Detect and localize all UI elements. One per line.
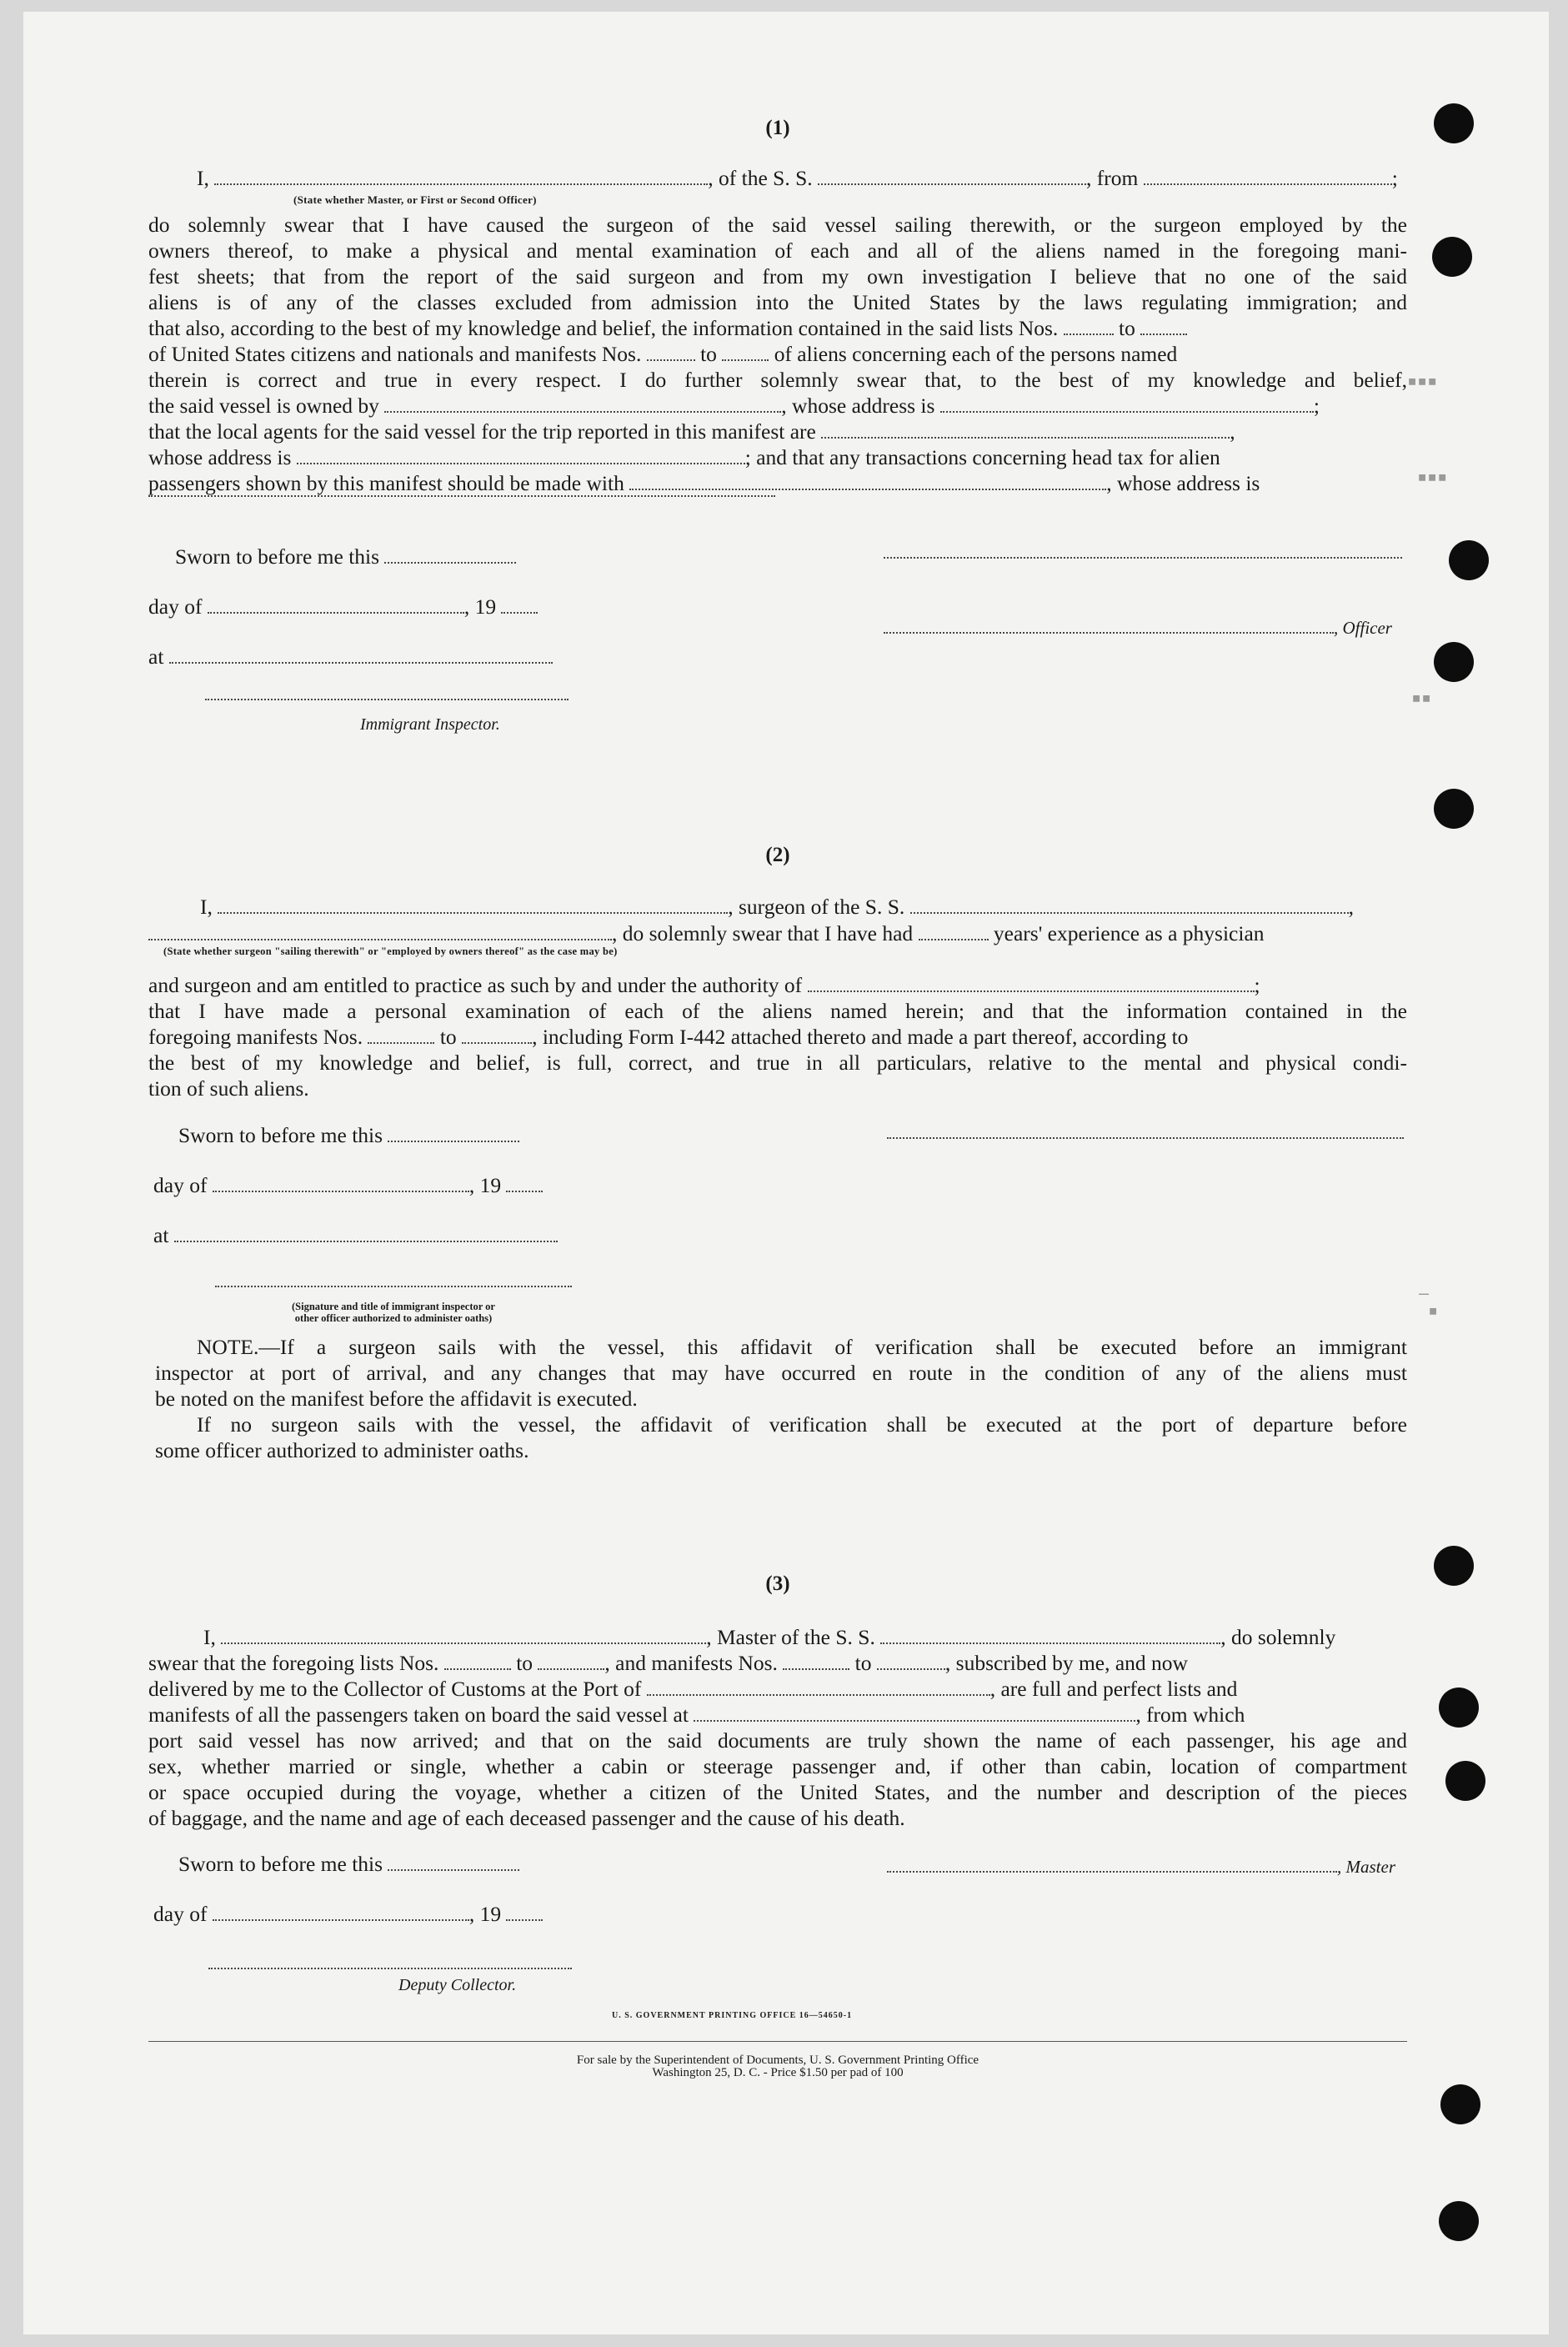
s1-lists-to-field[interactable] <box>1140 318 1187 335</box>
s1-headtax-address-field[interactable] <box>148 495 775 497</box>
s1-manifests-line: of United States citizens and nationals and manifests Nos. to of aliens concerning each of the persons named <box>148 342 1178 366</box>
s1-agent-address-line: whose address is ; and that any transactions concerning head tax for alien <box>148 445 1220 469</box>
s1-agents-field[interactable] <box>821 422 1230 439</box>
s1-vessel-name-field[interactable] <box>818 168 1086 185</box>
s3-manifests-from-field[interactable] <box>783 1653 849 1670</box>
binder-hole <box>1439 2201 1479 2241</box>
s2-text-line: the best of my knowledge and belief, is full, correct, and true in all particulars, relative to the mental and physical condi- <box>148 1051 1407 1075</box>
s2-sailing-status-field[interactable] <box>148 924 612 940</box>
section-2-heading: (2) <box>765 844 790 866</box>
s2-manifests-from-field[interactable] <box>368 1027 434 1044</box>
s2-surgeon-signature-field[interactable] <box>887 1137 1404 1139</box>
s3-text-line: of baggage, and the name and age of each deceased passenger and the cause of his death. <box>148 1806 905 1830</box>
s2-note-line: If no surgeon sails with the vessel, the affidavit of verification shall be executed at the port of departure before <box>197 1412 1407 1437</box>
bleed-through-mark: ▪▪▪ <box>1407 370 1438 390</box>
bleed-through-mark: ▪▪▪ <box>1417 466 1448 486</box>
s1-dayof-line: day of , 19 <box>148 594 538 619</box>
s1-at-line: at <box>148 644 553 669</box>
s1-officer-rank-field[interactable] <box>214 168 708 185</box>
s3-sworn-line: Sworn to before me this <box>178 1851 519 1877</box>
s1-from-port-field[interactable] <box>1144 168 1392 185</box>
s1-inspector-caption: Immigrant Inspector. <box>360 715 500 734</box>
s3-line-1: I, , Master of the S. S. , do solemnly <box>203 1625 1336 1649</box>
s3-master-name-field[interactable] <box>221 1627 706 1644</box>
s3-lists-from-field[interactable] <box>444 1653 511 1670</box>
s1-place-field[interactable] <box>169 647 553 664</box>
s2-surgeon-name-field[interactable] <box>218 897 728 914</box>
s2-status-caption: (State whether surgeon "sailing therewith" or "employed by owners thereof" as the case may be) <box>163 945 618 957</box>
s1-text-line: do solemnly swear that I have caused the surgeon of the said vessel sailing therewith, or the surgeon employed by the <box>148 213 1407 237</box>
binder-hole <box>1434 103 1474 143</box>
s2-manifests-to-field[interactable] <box>462 1027 532 1044</box>
s2-year-field[interactable] <box>506 1176 543 1192</box>
s3-line-2: swear that the foregoing lists Nos. to , and manifests Nos. to , subscribed by me, and now <box>148 1651 1188 1675</box>
s1-text-line: fest sheets; that from the report of the said surgeon and from my own investigation I believe that no one of the said <box>148 264 1407 288</box>
s2-authority-field[interactable] <box>808 975 1255 992</box>
bleed-through-mark: ▪▪ <box>1411 687 1432 707</box>
s2-note-line: NOTE.—If a surgeon sails with the vessel, this affidavit of verification shall be executed before an immigrant <box>197 1335 1407 1359</box>
s1-sworn-line: Sworn to before me this <box>175 544 516 569</box>
s2-line-1: I, , surgeon of the S. S. , <box>200 895 1355 919</box>
s1-day-month-field[interactable] <box>208 597 464 614</box>
binder-hole <box>1434 1546 1474 1586</box>
sale-notice: For sale by the Superintendent of Documents, U. S. Government Printing Office Washington 25, D. C. - Price $1.50 per pad of 100 <box>576 2054 979 2079</box>
s2-text-line: that I have made a personal examination of each of the aliens named herein; and that the information contained in the <box>148 999 1407 1023</box>
s1-lists-from-field[interactable] <box>1064 318 1114 335</box>
s1-line-1: I, , of the S. S. , from ; <box>197 166 1398 190</box>
s3-vessel-name-field[interactable] <box>880 1627 1220 1644</box>
s2-note-line: inspector at port of arrival, and any changes that may have occurred en route in the condition of any of the aliens must <box>155 1361 1407 1385</box>
s3-port-field[interactable] <box>647 1679 990 1696</box>
s1-text-line: therein is correct and true in every respect. I do further solemnly swear that, to the best of my knowledge and belief, <box>148 368 1407 392</box>
s2-vessel-name-field[interactable] <box>910 897 1349 914</box>
s3-master-signature-field[interactable] <box>887 1856 1337 1873</box>
binder-hole <box>1432 237 1472 277</box>
s1-manifests-from-field[interactable] <box>647 344 695 361</box>
s3-manifests-to-field[interactable] <box>877 1653 945 1670</box>
s1-rank-caption: (State whether Master, or First or Second Officer) <box>293 193 537 206</box>
s3-year-field[interactable] <box>506 1904 543 1921</box>
s2-text-line: tion of such aliens. <box>148 1076 309 1101</box>
s2-place-field[interactable] <box>174 1226 558 1242</box>
s3-deputy-caption: Deputy Collector. <box>398 1976 517 1994</box>
s3-text-line: or space occupied during the voyage, whether a citizen of the United States, and the number and description of the pieces <box>148 1780 1407 1804</box>
s1-headtax-party-field[interactable] <box>629 474 1106 490</box>
s2-note-line: be noted on the manifest before the affidavit is executed. <box>155 1387 638 1411</box>
s2-years-field[interactable] <box>919 924 989 940</box>
s1-officer-line: , Officer <box>884 614 1392 641</box>
s1-officer-signature-field[interactable] <box>884 557 1402 559</box>
binder-hole <box>1445 1761 1485 1801</box>
s3-sworn-date-field[interactable] <box>388 1854 519 1871</box>
s1-agent-address-field[interactable] <box>297 448 745 464</box>
s1-lists-line: that also, according to the best of my knowledge and belief, the information contained in the said lists Nos. to <box>148 315 1187 341</box>
s2-at-line: at <box>153 1222 558 1248</box>
section-3-heading: (3) <box>765 1572 790 1595</box>
s2-day-month-field[interactable] <box>213 1176 469 1192</box>
binder-hole <box>1440 2084 1480 2124</box>
s3-boarding-port-field[interactable] <box>694 1705 1135 1722</box>
s1-owner-field[interactable] <box>384 396 781 413</box>
s1-year-field[interactable] <box>501 597 538 614</box>
s1-sworn-date-field[interactable] <box>384 547 516 564</box>
s3-line-3: delivered by me to the Collector of Customs at the Port of , are full and perfect lists and <box>148 1677 1238 1701</box>
s1-manifests-to-field[interactable] <box>722 344 769 361</box>
s3-text-line: port said vessel has now arrived; and that on the said documents are truly shown the name of each passenger, his age and <box>148 1728 1407 1753</box>
binder-hole <box>1434 789 1474 829</box>
s1-inspector-signature-field[interactable] <box>205 699 569 700</box>
s1-text-line: aliens is of any of the classes excluded from admission into the United States by the laws regulating immigration; and <box>148 290 1407 314</box>
s1-owner-line: the said vessel is owned by , whose address is ; <box>148 394 1320 418</box>
s2-inspector-signature-field[interactable] <box>215 1286 572 1287</box>
s3-master-line: , Master <box>887 1853 1395 1880</box>
s3-line-4: manifests of all the passengers taken on board the said vessel at , from which <box>148 1703 1245 1727</box>
s1-officer-title-field[interactable] <box>884 617 1334 634</box>
s2-dayof-line: day of , 19 <box>153 1172 543 1198</box>
binder-hole <box>1449 540 1489 580</box>
s3-lists-to-field[interactable] <box>538 1653 604 1670</box>
section-1-heading: (1) <box>765 117 790 139</box>
form-page <box>23 12 1549 2334</box>
footer-divider <box>148 2041 1407 2042</box>
s2-manifests-line: foregoing manifests Nos. to , including Form I-442 attached thereto and made a part thereof, according to <box>148 1025 1189 1049</box>
s2-line-2: , do solemnly swear that I have had years' experience as a physician <box>148 920 1265 946</box>
s3-deputy-signature-field[interactable] <box>208 1968 572 1969</box>
s1-agents-line: that the local agents for the said vessel for the trip reported in this manifest are , <box>148 419 1235 444</box>
s3-text-line: sex, whether married or single, whether a cabin or steerage passenger and, if other than cabin, location of compartment <box>148 1754 1407 1778</box>
s2-signature-caption: (Signature and title of immigrant inspector or other officer authorized to administer oaths) <box>292 1301 495 1324</box>
s2-note-line: some officer authorized to administer oaths. <box>155 1438 529 1462</box>
s1-owner-address-field[interactable] <box>940 396 1314 413</box>
s1-headtax-line: passengers shown by this manifest should be made with , whose address is <box>148 471 1260 495</box>
s2-sworn-date-field[interactable] <box>388 1126 519 1142</box>
s2-sworn-line: Sworn to before me this <box>178 1122 519 1148</box>
s2-authority-line: and surgeon and am entitled to practice as such by and under the authority of ; <box>148 973 1260 997</box>
binder-hole <box>1439 1688 1479 1728</box>
s1-text-line: owners thereof, to make a physical and mental examination of each and all of the aliens named in the foregoing mani- <box>148 238 1407 263</box>
bleed-through-mark: ▪ <box>1428 1300 1439 1320</box>
s3-day-month-field[interactable] <box>213 1904 469 1921</box>
printing-office-imprint: U. S. GOVERNMENT PRINTING OFFICE 16—54650-1 <box>612 2011 853 2020</box>
bleed-through-mark: — <box>1419 1283 1430 1303</box>
binder-hole <box>1434 642 1474 682</box>
s3-dayof-line: day of , 19 <box>153 1901 543 1927</box>
